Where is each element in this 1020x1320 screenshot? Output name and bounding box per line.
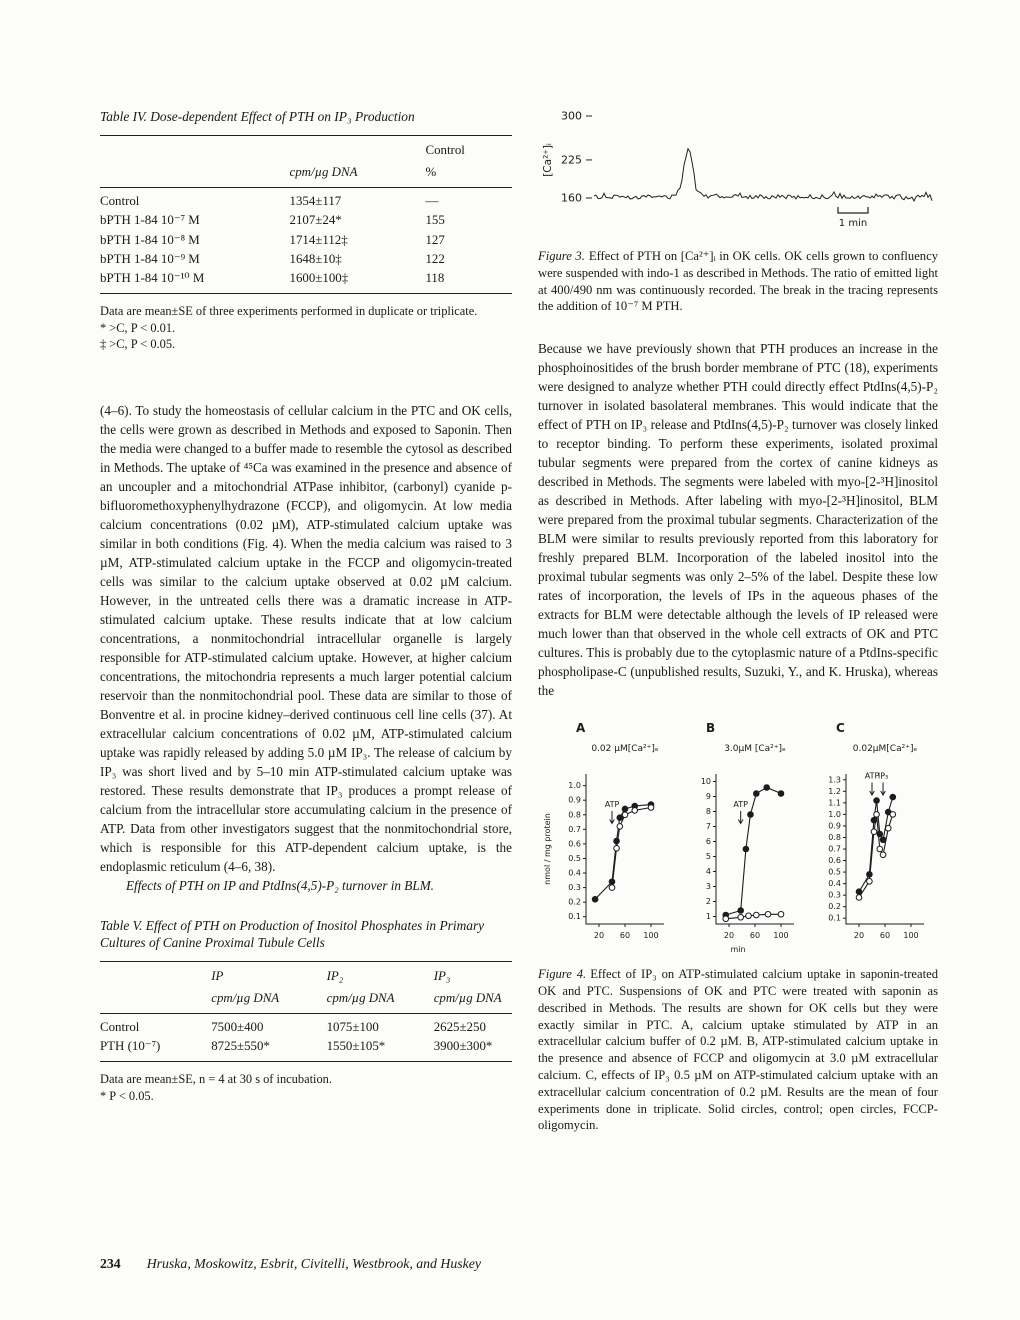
table-row	[100, 160, 512, 188]
fig4-ytick: 4	[705, 867, 711, 877]
fig4-open-point	[632, 808, 638, 814]
fig4-open-point	[622, 812, 628, 818]
fig4-open-point	[867, 879, 873, 885]
cell-pct: 122	[425, 251, 445, 266]
table-row	[100, 269, 512, 294]
fig4-ytick: 2	[705, 897, 711, 907]
fig4-ytick: 3	[705, 882, 711, 892]
fig4-ytick: 5	[705, 852, 711, 862]
fig4-ytick: 1.0	[568, 781, 581, 791]
table-row	[100, 211, 512, 230]
table-row	[100, 135, 512, 160]
fig4-annotation-label: ATP	[733, 800, 748, 810]
cell-label: PTH (10⁻⁷)	[100, 1039, 161, 1054]
page-number: 234	[100, 1256, 121, 1271]
running-authors: Hruska, Moskowitz, Esbrit, Civitelli, Westbrook, and Huskey	[146, 1256, 481, 1271]
table-row	[100, 961, 512, 986]
fig4-ytick: 9	[705, 792, 711, 802]
fig4-ytick: 1.0	[828, 810, 841, 820]
table-v	[100, 961, 512, 1063]
cell-cpm: 1354±117	[289, 193, 342, 208]
fig4-open-point	[648, 805, 654, 811]
fig4-solid-point	[622, 806, 628, 812]
column-subheader-cpm: cpm/µg DNA	[211, 986, 326, 1014]
fig4-solid-point	[754, 791, 760, 797]
fig3-scalebar-label: 1 min	[838, 218, 868, 229]
fig4-annotation-label: IP₃	[877, 771, 889, 781]
table-iv-footnotes	[100, 303, 512, 352]
fig4-ytick: 0.1	[568, 912, 581, 922]
fig4-xtick: 100	[643, 931, 659, 941]
left-column	[100, 108, 512, 1104]
figure3-plot	[538, 98, 938, 238]
table-iv	[100, 135, 512, 295]
table-v-block	[100, 917, 512, 1105]
fig4-ytick: 0.3	[828, 890, 841, 900]
fig3-scalebar	[838, 207, 868, 213]
fig4-ytick: 0.6	[568, 839, 581, 849]
footnote: * >C, P < 0.01.	[100, 320, 176, 335]
table-v-caption: Table V. Effect of PTH on Production of Inositol Phosphates in Primary Cultures of Canine Proximal Tubule Cells	[100, 917, 485, 951]
fig4-panel-title: 0.02µM[Ca²⁺]ₑ	[852, 744, 918, 755]
fig3-trace	[594, 149, 932, 201]
column-header-ip3: IP₃	[433, 968, 451, 983]
table-row	[100, 986, 512, 1014]
fig4-xtick: 60	[619, 931, 631, 941]
fig4-panel-title: 3.0µM [Ca²⁺]ₑ	[724, 744, 786, 755]
column-subheader-cpm: cpm/µg DNA	[327, 986, 434, 1014]
fig4-ytick: 10	[700, 777, 711, 787]
fig4-ytick: 0.5	[828, 867, 841, 877]
fig4-solid-point	[764, 785, 770, 791]
table-v-footnotes	[100, 1071, 512, 1104]
fig4-solid-point	[614, 838, 620, 844]
fig4-xtick: 20	[593, 931, 605, 941]
fig4-open-point	[614, 846, 620, 852]
fig4-open-point	[609, 885, 615, 891]
fig4-ytick: 0.4	[568, 868, 581, 878]
cell-ip: 7500±400	[211, 1019, 264, 1034]
cell-label: Control	[100, 193, 140, 208]
fig4-solid-point	[778, 791, 784, 797]
fig4-ytick: 0.2	[568, 897, 581, 907]
page-footer	[100, 1256, 940, 1272]
fig4-ytick: 0.7	[828, 844, 841, 854]
cell-cpm: 1714±112‡	[289, 232, 348, 247]
column-header-ip2: IP₂	[326, 968, 344, 983]
fig4-ytick: 0.3	[568, 883, 581, 893]
fig4-ytick: 1.2	[828, 786, 841, 796]
fig4-solid-point	[874, 798, 880, 804]
fig4-open-point	[871, 829, 877, 835]
fig4-open-point	[874, 812, 880, 818]
cell-cpm: 2107±24*	[289, 213, 342, 228]
section-heading: Effects of PTH on IP and PtdIns(4,5)-P₂ turnover in BLM.	[126, 877, 434, 893]
fig4-solid-point	[738, 908, 744, 914]
cell-label: bPTH 1-84 10⁻⁷ M	[100, 213, 200, 228]
fig4-xtick: 60	[879, 931, 891, 941]
fig4-xtick: 100	[903, 931, 919, 941]
fig4-ytick: 1.3	[828, 775, 841, 785]
fig4-annotation-label: ATP	[864, 771, 880, 781]
cell-label: bPTH 1-84 10⁻⁸ M	[100, 232, 200, 247]
cell-pct: —	[425, 193, 439, 208]
fig4-solid-point	[748, 812, 754, 818]
figure4-caption-label: Figure 4.	[538, 967, 587, 982]
fig3-ylabel: [Ca²⁺]ᵢ	[542, 143, 554, 177]
fig4-ytick: 0.9	[828, 821, 841, 831]
fig3-ytick: 225	[561, 153, 582, 167]
cell-ip3: 3900±300*	[433, 1039, 493, 1054]
column-header-control: Control	[425, 142, 465, 157]
fig4-open-point	[738, 915, 744, 921]
footnote: Data are mean±SE, n = 4 at 30 s of incubation.	[100, 1072, 332, 1087]
fig4-ytick: 0.7	[568, 825, 581, 835]
figure3-caption-label: Figure 3.	[538, 249, 585, 263]
left-body-paragraph: (4–6). To study the homeostasis of cellular calcium in the PTC and OK cells, the cells were grown as described in Methods and exposed to Saponin. Then the media were changed to a buffer made to resemble the cytosol as described in Methods. The uptake of ⁴⁵Ca was examined in the presence and absence of an uncoupler and a mitochondrial ATPase inhibitor, (carbonyl) cyanide p-bifluoromethoxyphenylhydrazone (FCCP), and oligomycin. At low media calcium concentrations (0.02 µM), ATP-stimulated calcium uptake was similar in both conditions (Fig. 4). When the media calcium was raised to 3 µM, ATP-stimulated calcium uptake in the FCCP and oligomycin-treated cells was similar to the calcium uptake observed at 0.02 µM calcium. However, in the untreated cells there was a dramatic increase in ATP-stimulated calcium uptake. These results indicate that at low calcium concentrations, a nonmitochondrial intracellular organelle is largely responsible for ATP-stimulated calcium uptake. However, at higher calcium concentrations, the mitochondria represents a much larger potential calcium reservoir than the nonmitochondrial pool. These data are similar to those of Bonventre et al. in procine kidney–derived continuous cell line cells (37). At extracellular calcium concentrations of 0.02 µM, ATP-stimulated calcium uptake was rapidly released by adding 5.0 µM IP₃. The release of calcium by IP₃ was short lived and by 5–10 min ATP-stimulated calcium uptake was restored. These results demonstrate that IP₃ produces a prompt release of calcium from the intracellular store accumulating calcium in the presence of ATP. Data from other investigators suggest that the nonmitochondrial store, which is responsible for this ATP-dependent calcium uptake, is the endoplasmic reticulum (4–6, 38).	[100, 402, 512, 874]
fig4-open-point	[880, 852, 886, 858]
fig4-annotation-label: ATP	[604, 800, 620, 810]
table-row	[100, 187, 512, 211]
cell-cpm: 1648±10‡	[289, 251, 342, 266]
fig4-panel-letter: C	[836, 721, 845, 736]
fig4-ylabel: nmol / mg protein	[543, 813, 552, 885]
fig4-open-point	[754, 912, 760, 918]
cell-label: bPTH 1-84 10⁻¹⁰ M	[100, 271, 205, 286]
fig4-ytick: 0.2	[828, 902, 841, 912]
fig4-ytick: 0.6	[828, 856, 841, 866]
fig4-open-point	[885, 826, 891, 832]
fig4-ytick: 0.9	[568, 795, 581, 805]
footnote: * P < 0.05.	[100, 1088, 154, 1103]
figure3-caption	[538, 248, 938, 315]
fig4-open-point	[723, 916, 729, 922]
column-subheader-pct: %	[425, 160, 512, 188]
fig4-solid-point	[592, 897, 598, 903]
fig4-ytick: 0.5	[568, 854, 581, 864]
footnote: Data are mean±SE of three experiments performed in duplicate or triplicate.	[100, 304, 478, 319]
table-row	[100, 1013, 512, 1037]
fig4-ytick: 0.1	[828, 913, 841, 923]
column-subheader-cpm: cpm/µg DNA	[290, 160, 426, 188]
figure3-caption-text: Effect of PTH on [Ca²⁺]ᵢ in OK cells. OK cells grown to confluency were suspended with indo-1 as described in Methods. The ratio of emitted light at 400/490 nm was continuously recorded. The break in the tracing represents the addition of 10⁻⁷ M PTH.	[538, 249, 938, 314]
table-row	[100, 1037, 512, 1062]
cell-ip: 8725±550*	[211, 1039, 270, 1054]
fig4-ytick: 1.1	[828, 798, 841, 808]
fig4-xtick: 60	[749, 931, 761, 941]
fig4-ytick: 0.4	[828, 879, 841, 889]
fig4-ytick: 1	[705, 912, 711, 922]
cell-cpm: 1600±100‡	[289, 271, 349, 286]
fig4-solid-point	[743, 846, 749, 852]
cell-pct: 118	[425, 271, 445, 286]
right-body-paragraph: Because we have previously shown that PTH produces an increase in the phosphoinositides of the brush border membrane of PTC (18), experiments were designed to analyze whether PTH could directly effect PtdIns(4,5)-P₂ turnover in isolated basolateral membranes. This would indicate that the effect of PTH on IP₃ release and PtdIns(4,5)-P₂ turnover was closely linked to receptor binding. To perform these experiments, isolated proximal tubular segments were prepared from the cortex of canine kidneys as described in Methods. The segments were labeled with myo-[2-³H]inositol as described in Methods. After labeling with myo-[2-³H]inositol, BLM were prepared from the proximal tubular segments. Characterization of the BLM were similar to results previously reported from this laboratory for freshly prepared BLM. Incorporation of the labeled inositol into the proximal tubular segments was only 2–5% of the label. Despite these low rates of incorporation, the levels of IPs in the aqueous phases of the extracts for BLM were detectable although the levels of IP released were much lower than that observed in the whole cell extracts of OK and PTC cultures. This is probably due to the cytoplasmic nature of a PtdIns-specific phospholipase-C (unpublished results, Suzuki, Y., and K. Hruska), whereas the	[538, 341, 938, 699]
fig4-solid-point	[880, 837, 886, 843]
table-iv-caption: Table IV. Dose-dependent Effect of PTH on IP₃ Production	[100, 109, 415, 124]
cell-label: bPTH 1-84 10⁻⁹ M	[100, 251, 200, 266]
cell-ip3: 2625±250	[433, 1019, 486, 1034]
fig4-solid-point	[890, 794, 896, 800]
fig4-panel-letter: A	[576, 721, 586, 736]
fig4-xtick: 100	[773, 931, 789, 941]
cell-pct: 155	[425, 213, 445, 228]
fig4-xlabel: min	[730, 945, 746, 955]
fig4-open-point	[746, 913, 752, 919]
fig4-open-point	[856, 895, 862, 901]
fig4-ytick: 0.8	[568, 810, 581, 820]
fig4-open-point	[877, 846, 883, 852]
fig4-open-point	[617, 824, 623, 830]
column-header-ip: IP	[211, 968, 224, 983]
cell-ip2: 1075±100	[326, 1019, 379, 1034]
table-row	[100, 250, 512, 269]
figure4-caption-text: Effect of IP₃ on ATP-stimulated calcium uptake in saponin-treated OK and PTC. Suspensions of OK and PTC were treated with saponin as described in Methods. The results are shown for OK cells but they were exactly similar in PTC. A, calcium uptake stimulated by ATP in an extracellular calcium buffer of 0.2 µM. B, ATP-stimulated calcium uptake in the presence and absence of FCCP and oligomycin at 3.0 µM extracellular calcium. C, effects of IP₃ 0.5 µM on ATP-stimulated calcium uptake with an extracellular calcium concentration of 0.2 µM. Results are the mean of four experiments done in triplicate. Solid circles, control; open circles, FCCP-oligomycin.	[538, 967, 938, 1133]
fig4-ytick: 0.8	[828, 833, 841, 843]
fig4-open-point	[778, 912, 784, 918]
fig4-panel-letter: B	[706, 721, 716, 736]
fig4-open-point	[765, 912, 771, 918]
fig4-open-point	[890, 812, 896, 818]
fig4-xtick: 20	[723, 931, 735, 941]
column-subheader-cpm: cpm/µg DNA	[434, 986, 512, 1014]
fig4-ytick: 7	[705, 822, 711, 832]
fig4-ytick: 8	[705, 807, 711, 817]
fig4-panel-title: 0.02 µM[Ca²⁺]ₑ	[591, 744, 659, 755]
fig4-solid-point	[617, 815, 623, 821]
fig3-ytick: 160	[561, 191, 582, 205]
figure4-plot	[538, 718, 938, 958]
fig4-ytick: 6	[705, 837, 711, 847]
right-column	[538, 98, 938, 1134]
cell-pct: 127	[425, 232, 445, 247]
figure4-caption	[538, 966, 938, 1134]
table-row	[100, 230, 512, 249]
footnote: ‡ >C, P < 0.05.	[100, 337, 176, 352]
fig4-xtick: 20	[853, 931, 865, 941]
fig3-ytick: 300	[561, 109, 582, 123]
cell-ip2: 1550±105*	[326, 1039, 386, 1054]
cell-label: Control	[100, 1019, 140, 1034]
table-iv-block	[100, 108, 512, 353]
